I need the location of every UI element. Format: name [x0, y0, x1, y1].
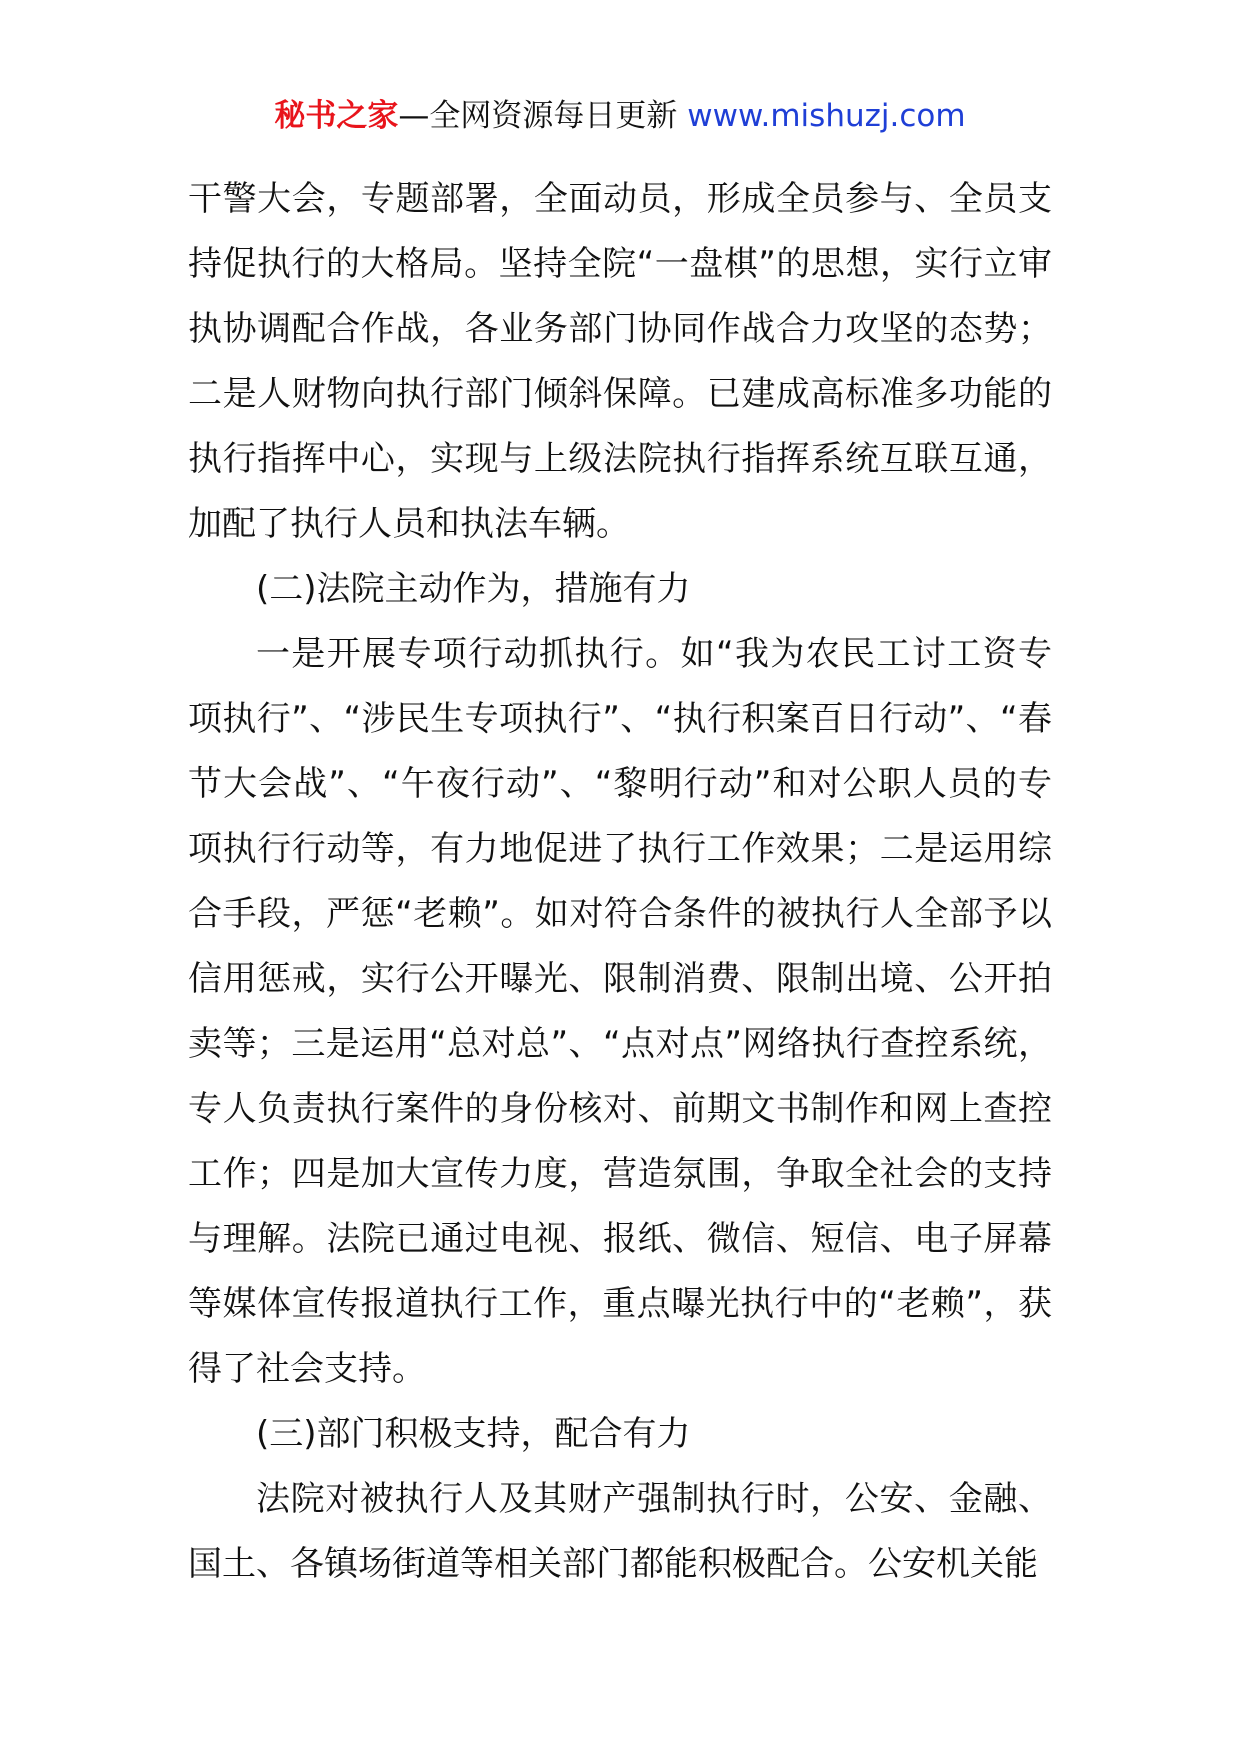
header-tagline: —全网资源每日更新: [398, 98, 678, 134]
section-heading-3: (三)部门积极支持，配合有力: [256, 1414, 691, 1454]
paragraph-department-support: 法院对被执行人及其财产强制执行时，公安、金融、国土、各镇场街道等相关部门都能积极配合。公安机关能: [188, 1479, 1052, 1584]
section-heading-2: (二)法院主动作为，措施有力: [256, 569, 691, 609]
document-body: [188, 167, 1052, 1597]
site-url[interactable]: www.mishuzj.com: [687, 98, 966, 134]
site-header: [0, 96, 1240, 136]
paragraph-court-measures: 一是开展专项行动抓执行。如“我为农民工讨工资专项执行”、“涉民生专项执行”、“执行积案百日行动”、“春节大会战”、“午夜行动”、“黎明行动”和对公职人员的专项执行行动等，有力地促进了执行工作效果；二是运用综合手段，严惩“老赖”。如对符合条件的被执行人全部予以信用惩戒，实行公开曝光、限制消费、限制出境、公开拍卖等；三是运用“总对总”、“点对点”网络执行查控系统，专人负责执行案件的身份核对、前期文书制作和网上查控工作；四是加大宣传力度，营造氛围，争取全社会的支持与理解。法院已通过电视、报纸、微信、短信、电子屏幕等媒体宣传报道执行工作，重点曝光执行中的“老赖”，获得了社会支持。: [188, 634, 1052, 1389]
paragraph-continuation: 干警大会，专题部署，全面动员，形成全员参与、全员支持促执行的大格局。坚持全院“一盘棋”的思想，实行立审执协调配合作战，各业务部门协同作战合力攻坚的态势；二是人财物向执行部门倾斜保障。已建成高标准多功能的执行指挥中心，实现与上级法院执行指挥系统互联互通，加配了执行人员和执法车辆。: [188, 179, 1052, 544]
brand-name: 秘书之家: [274, 98, 399, 134]
